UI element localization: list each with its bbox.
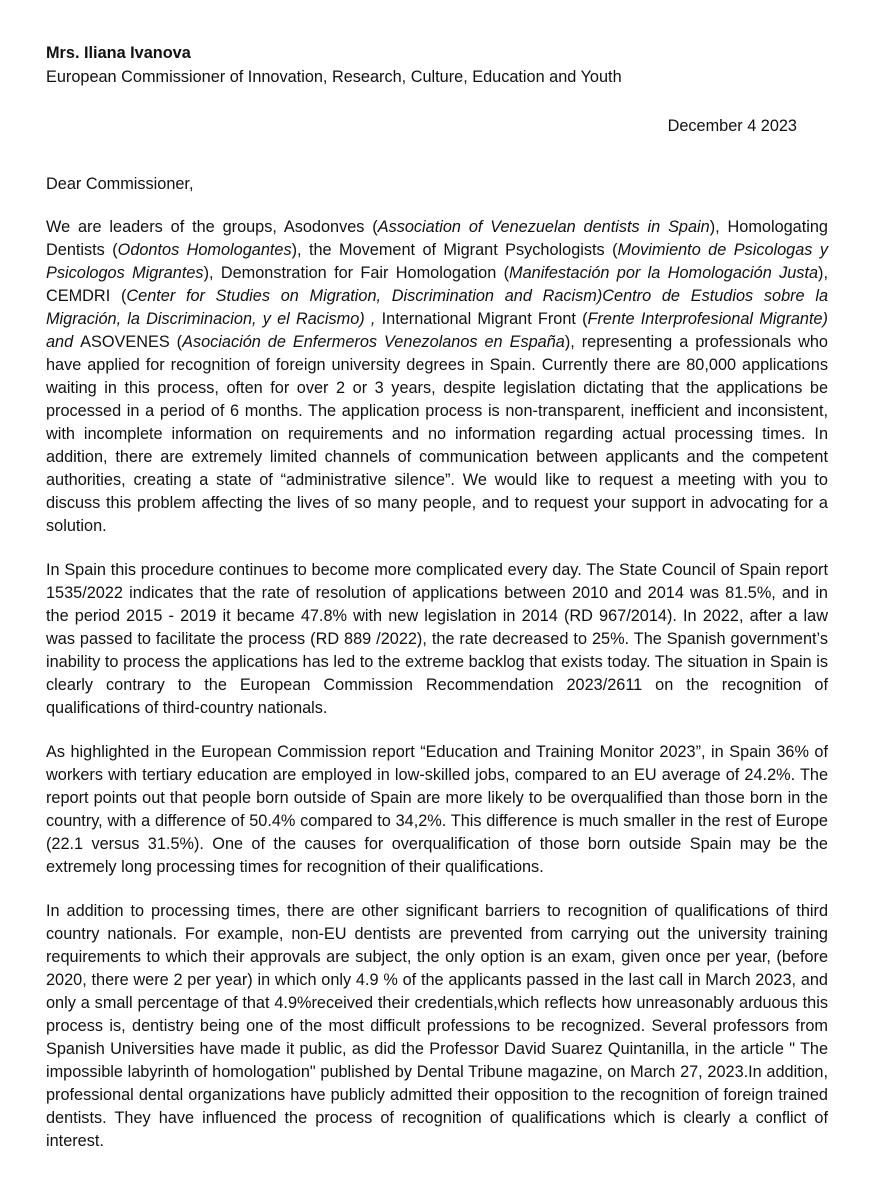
paragraph-1-text: ), representing a professionals who have applied for recognition of foreign university degrees in Spain. Currently there are 80,000 applications waiting in this process, often for over 2 or 3 years, despite legislation dictating that the applications be processed in a period of 6 months. The application process is non-transparent, inefficient and inconsistent, with incomplete information on requirements and no information regarding actual processing times. In addition, there are extremely limited channels of communication between applicants and the competent authorities, creating a state of “administrative silence”. We would like to request a meeting with you to discuss this problem affecting the lives of so many people, and to request your support in advocating for a solution. bbox=[46, 333, 828, 535]
paragraph-3: As highlighted in the European Commission report “Education and Training Monitor 2023”, in Spain 36% of workers with tertiary education are employed in low-skilled jobs, compared to an EU average of 24.2%. The report points out that people born outside of Spain are more likely to be overqualified than those born in the country, with a difference of 50.4% compared to 34,2%. This difference is much smaller in the rest of Europe (22.1 versus 31.5%). One of the causes for overqualification of those born outside Spain may be the extremely long processing times for recognition of their qualifications. bbox=[46, 743, 828, 876]
paragraph-1-text: International Migrant Front ( bbox=[375, 310, 588, 328]
org-name-italic: Asociación de Enfermeros Venezolanos en España bbox=[182, 333, 565, 351]
paragraph-1 bbox=[46, 216, 828, 538]
org-name-italic: Center for Studies on Migration, Discrimination and Racism)Centro de Estudios sobre la Migración, la Discriminacion, y el Racismo) , bbox=[46, 287, 828, 328]
recipient-title: European Commissioner of Innovation, Research, Culture, Education and Youth bbox=[46, 68, 622, 86]
paragraph-1-text: ), Homologating Dentists ( bbox=[46, 218, 828, 259]
paragraph-1-text: ASOVENES ( bbox=[80, 333, 183, 351]
org-name-italic: Movimiento de Psicologas y Psicologos Migrantes bbox=[46, 241, 828, 282]
recipient-block bbox=[46, 41, 622, 89]
paragraph-2: In Spain this procedure continues to become more complicated every day. The State Council of Spain report 1535/2022 indicates that the rate of resolution of applications between 2010 and 2014 was 81.5%, and in the period 2015 - 2019 it became 47.8% with new legislation in 2014 (RD 967/2014). In 2022, after a law was passed to facilitate the process (RD 889 /2022), the rate decreased to 25%. The Spanish government’s inability to process the applications has led to the extreme backlog that exists today. The situation in Spain is clearly contrary to the European Commission Recommendation 2023/2611 on the recognition of qualifications of third-country nationals. bbox=[46, 561, 828, 717]
recipient-name: Mrs. Iliana Ivanova bbox=[46, 44, 191, 62]
paragraph-1-text: We are leaders of the groups, Asodonves ( bbox=[46, 218, 378, 236]
paragraph-1-text: ), CEMDRI ( bbox=[46, 264, 828, 305]
letter-body bbox=[46, 216, 828, 1174]
letter-date: December 4 2023 bbox=[667, 117, 797, 135]
org-name-italic: Association of Venezuelan dentists in Spain bbox=[377, 218, 710, 236]
paragraph-1-text: ), Demonstration for Fair Homologation ( bbox=[203, 264, 510, 282]
org-name-italic: Manifestación por la Homologación Justa bbox=[509, 264, 819, 282]
paragraph-1-text: ), the Movement of Migrant Psychologists ( bbox=[291, 241, 618, 259]
org-name-italic: Odontos Homologantes bbox=[117, 241, 292, 259]
paragraph-4: In addition to processing times, there are other significant barriers to recognition of qualifications of third country nationals. For example, non-EU dentists are prevented from carrying out the university training requirements to which their approvals are subject, the only option is an exam, given once per year, (before 2020, there were 2 per year) in which only 4.9 % of the applicants passed in the last call in March 2023, and only a small percentage of that 4.9%received their credentials,which reflects how unreasonably arduous this process is, dentistry being one of the most difficult professions to be recognized. Several professors from Spanish Universities have made it public, as did the Professor David Suarez Quintanilla, in the article " The impossible labyrinth of homologation" published by Dental Tribune magazine, on March 27, 2023.In addition, professional dental organizations have publicly admitted their opposition to the recognition of foreign trained dentists. They have influenced the process of recognition of qualifications which is clearly a conflict of interest. bbox=[46, 902, 828, 1150]
org-name-italic: Frente Interprofesional Migrante) and bbox=[46, 310, 828, 351]
salutation: Dear Commissioner, bbox=[46, 175, 194, 193]
